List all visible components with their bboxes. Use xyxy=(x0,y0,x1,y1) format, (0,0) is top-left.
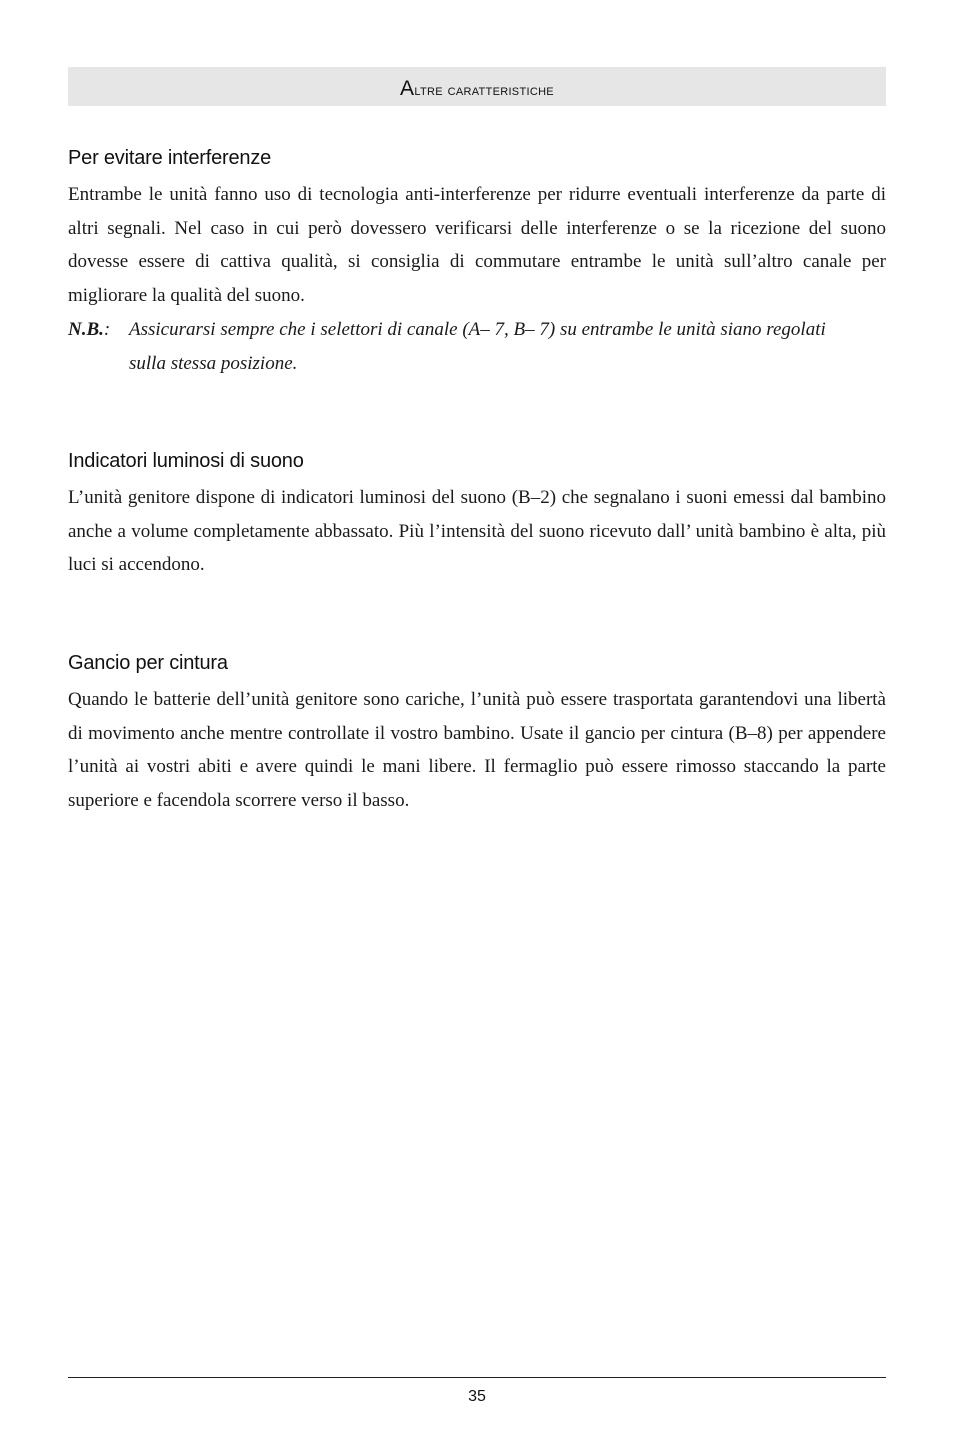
note-label xyxy=(68,313,129,380)
note xyxy=(68,313,886,380)
section-body: Quando le batterie dell’unità genitore sono cariche, l’unità può essere trasportata garantendovi una libertà di movimento anche mentre controllate il vostro bambino. Usate il gancio per cintura (B–8) per appendere l’unità ai vostri abiti e avere quindi le mani libere. Il fermaglio può essere rimosso staccando la parte superiore e facendola scorrere verso il basso. xyxy=(68,689,886,812)
section-heading: Indicatori luminosi di suono xyxy=(68,450,304,472)
page-number: 35 xyxy=(468,1388,486,1405)
footer-divider xyxy=(68,1377,886,1378)
note-label-text: N.B. xyxy=(68,318,104,340)
page-title: Altre caratteristiche xyxy=(400,76,554,100)
section-heading: Per evitare interferenze xyxy=(68,147,272,169)
note-label-separator: : xyxy=(103,318,111,340)
section-header-bar xyxy=(68,67,886,106)
section-sound-lights xyxy=(68,448,886,582)
section-body: Entrambe le unità fanno uso di tecnologia anti-interferenze per ridurre eventuali interferenze da parte di altri segnali. Nel caso in cui però dovessero verificarsi delle interferenze o se la ricezione del suono dovesse essere di cattiva qualità, si consiglia di commutare entrambe le unità sull’altro canale per migliorare la qualità del suono. xyxy=(68,184,886,307)
note-text: Assicurarsi sempre che i selettori di canale (A– 7, B– 7) su entrambe le unità siano regolati sulla stessa posizione. xyxy=(129,318,826,374)
section-body: L’unità genitore dispone di indicatori luminosi del suono (B–2) che segnalano i suoni emessi dal bambino anche a volume completamente abbassato. Più l’intensità del suono ricevuto dall’ unità bambino è alta, più luci si accendono. xyxy=(68,487,886,576)
section-heading: Gancio per cintura xyxy=(68,652,228,674)
section-interference xyxy=(68,145,886,380)
section-belt-clip xyxy=(68,650,886,818)
